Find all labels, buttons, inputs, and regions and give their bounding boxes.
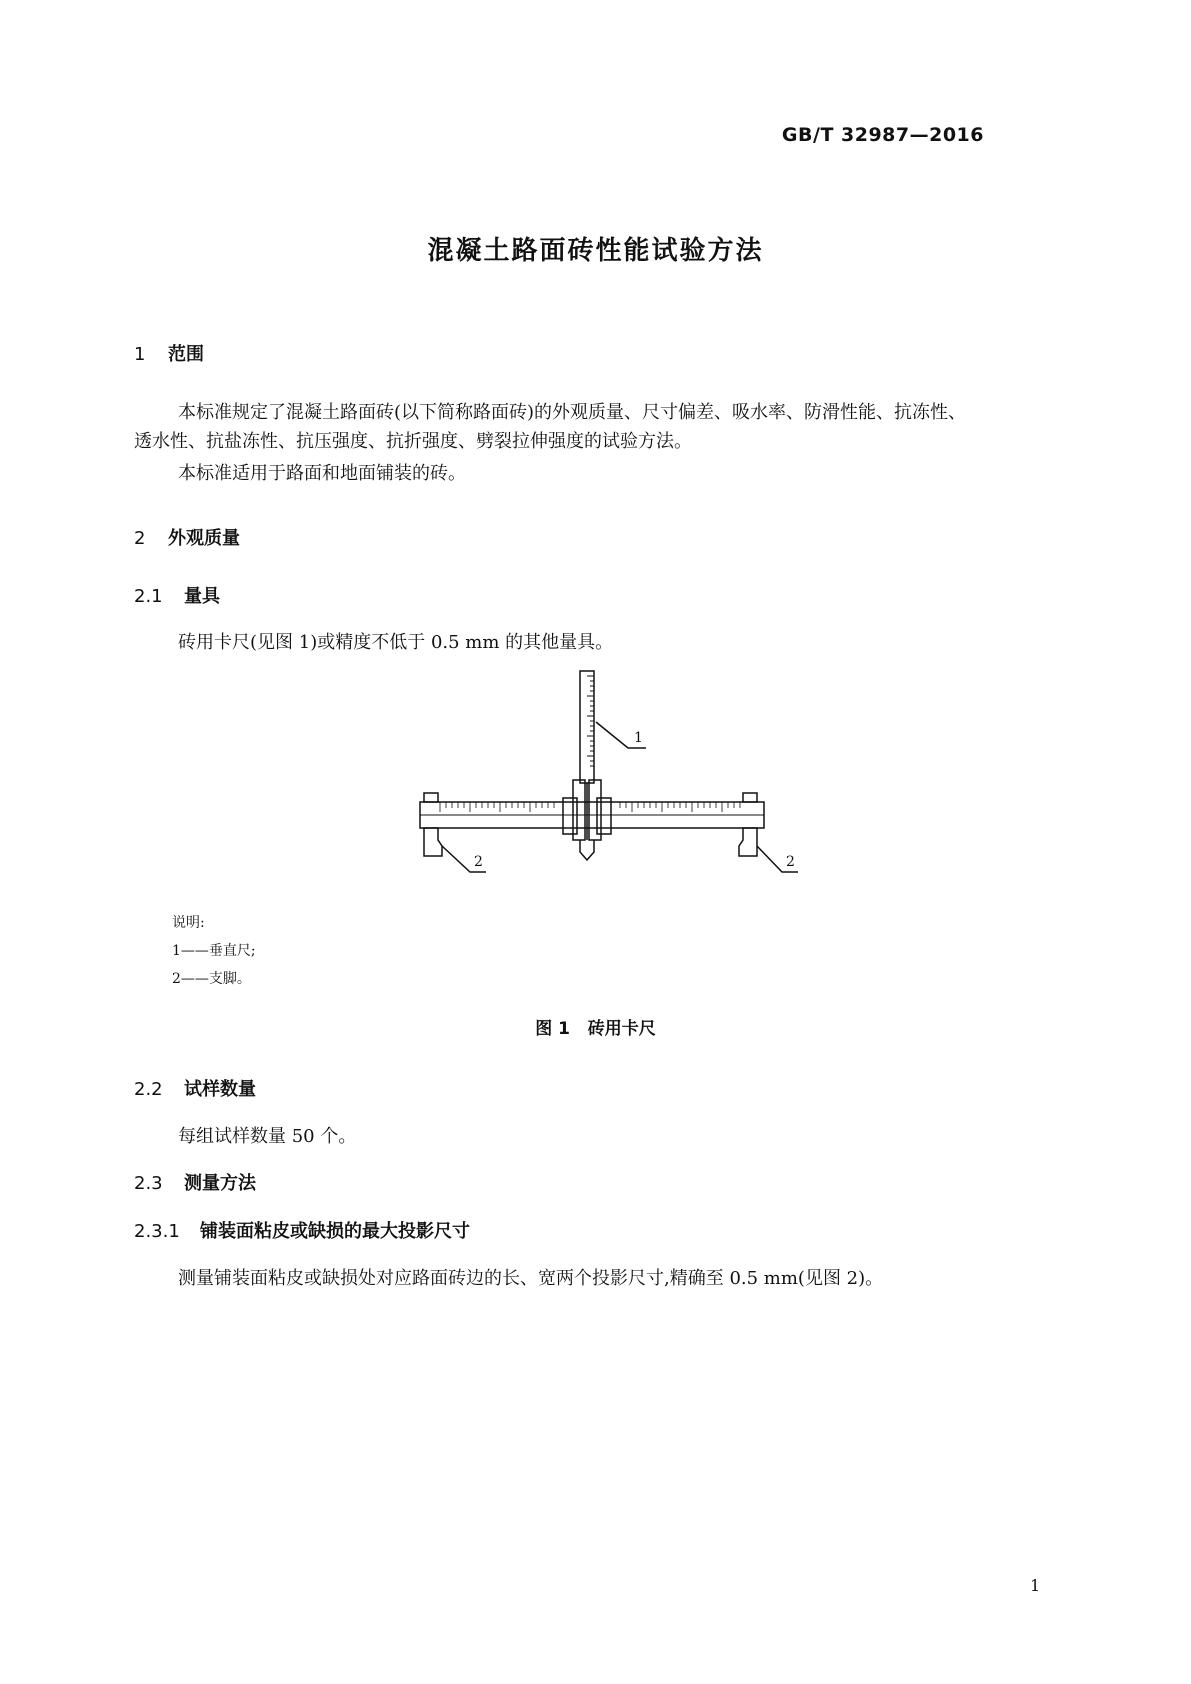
section-2-3-heading — [134, 1169, 256, 1195]
paragraph-sample-count: 每组试样数量 50 个。 — [178, 1126, 357, 1147]
section-number: 2.3 — [134, 1173, 163, 1194]
left-end-clamp — [424, 793, 438, 802]
callout-2-left: 2 — [474, 854, 483, 870]
section-number: 2.2 — [134, 1079, 163, 1100]
center-probe — [580, 840, 594, 860]
document-title: 混凝土路面砖性能试验方法 — [427, 236, 764, 266]
section-title: 外观质量 — [168, 528, 240, 549]
section-2-2-heading — [134, 1075, 256, 1101]
legend-item-2: 2——支脚。 — [172, 971, 251, 987]
slider-body-left — [573, 780, 585, 840]
horizontal-ruler-ticks — [440, 802, 740, 812]
slider-body-right — [589, 780, 601, 840]
figure-1-caption: 图 1 砖用卡尺 — [535, 1019, 656, 1039]
section-title: 范围 — [168, 344, 204, 365]
section-2-3-1-heading — [134, 1217, 470, 1243]
left-foot — [424, 828, 442, 856]
legend-item-1: 1——垂直尺; — [172, 943, 256, 959]
standard-number: GB/T 32987—2016 — [781, 124, 984, 146]
callout-2-right: 2 — [786, 854, 795, 870]
section-title: 试样数量 — [184, 1079, 256, 1100]
paragraph-gauge: 砖用卡尺(见图 1)或精度不低于 0.5 mm 的其他量具。 — [178, 632, 614, 653]
section-title: 铺装面粘皮或缺损的最大投影尺寸 — [200, 1221, 470, 1242]
section-title: 量具 — [184, 586, 220, 607]
page-number: 1 — [1030, 1576, 1041, 1595]
paragraph-scope-line1: 本标准规定了混凝土路面砖(以下简称路面砖)的外观质量、尺寸偏差、吸水率、防滑性能、抗冻性、 — [178, 402, 967, 423]
section-number: 1 — [134, 344, 146, 365]
paragraph-scope-line2: 透水性、抗盐冻性、抗压强度、抗折强度、劈裂拉伸强度的试验方法。 — [134, 431, 692, 452]
right-end-clamp — [743, 793, 757, 802]
section-number: 2.1 — [134, 586, 163, 607]
callout-1: 1 — [634, 730, 643, 746]
right-foot — [739, 828, 757, 856]
section-number: 2 — [134, 528, 146, 549]
paragraph-applicability: 本标准适用于路面和地面铺装的砖。 — [178, 463, 466, 484]
section-number: 2.3.1 — [134, 1221, 180, 1242]
section-title: 测量方法 — [184, 1173, 256, 1194]
legend-title: 说明: — [172, 915, 205, 931]
paragraph-measurement: 测量铺装面粘皮或缺损处对应路面砖边的长、宽两个投影尺寸,精确至 0.5 mm(见图 2)。 — [178, 1268, 884, 1289]
vertical-ruler-ticks — [587, 676, 594, 766]
